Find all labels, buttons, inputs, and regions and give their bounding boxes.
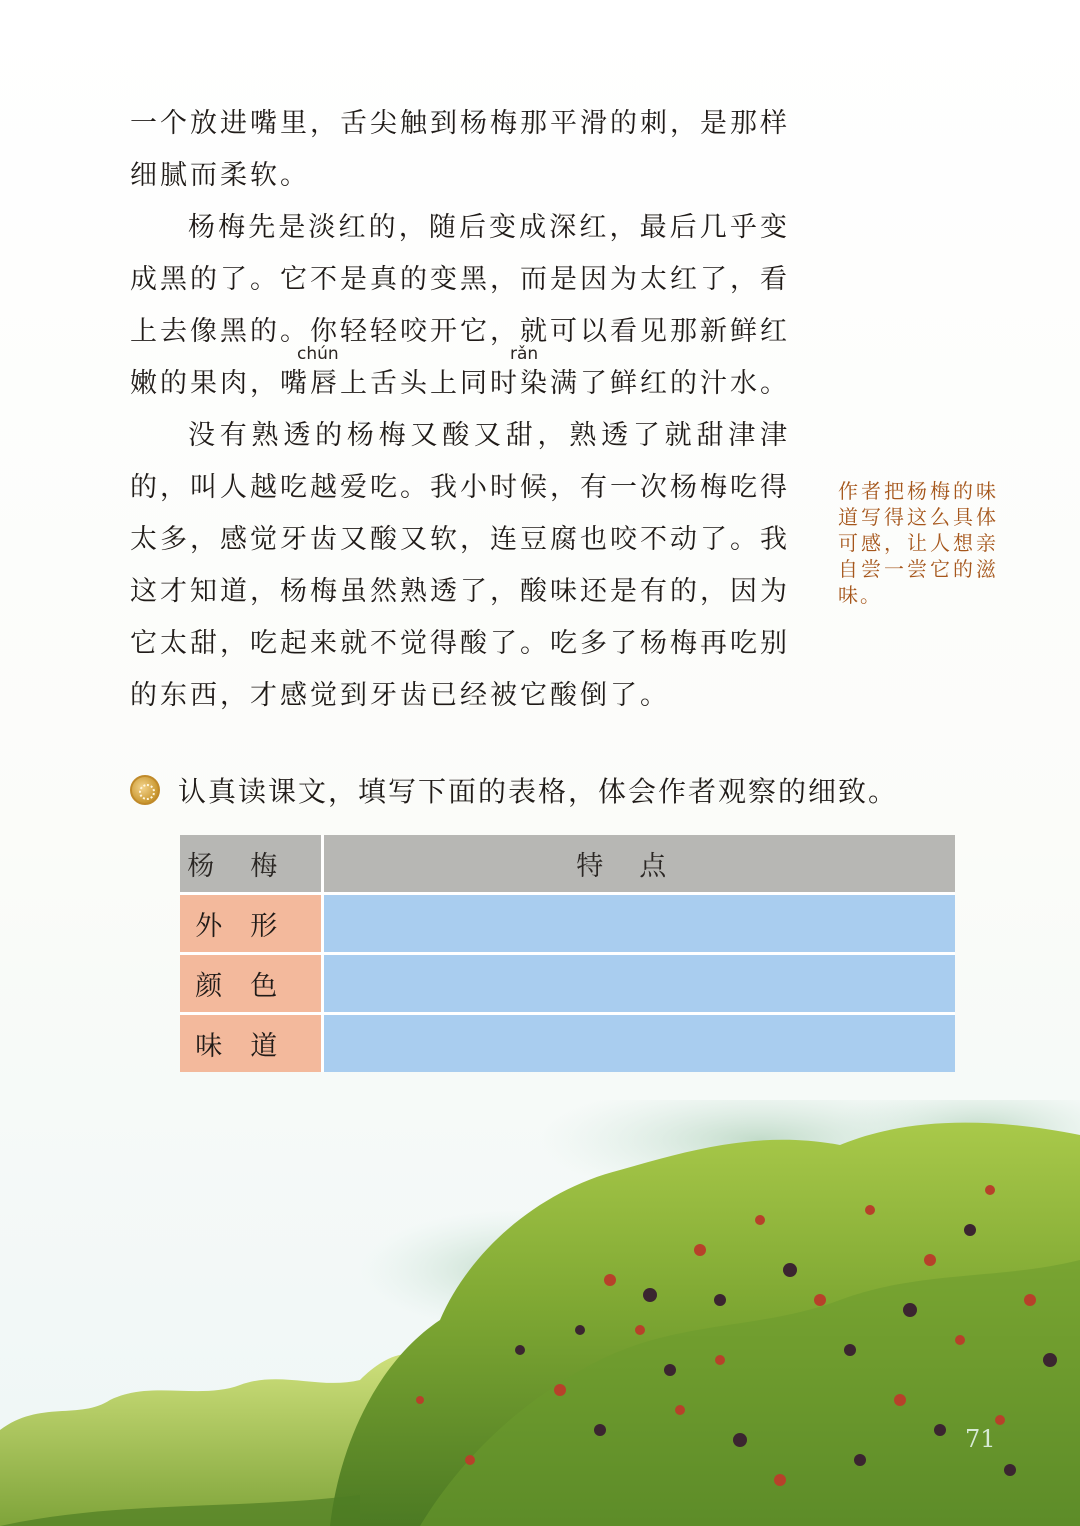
page-number: 71 [965,1425,996,1453]
bayberry-tree-illustration [0,1100,1080,1526]
table-header-yangmei: 杨梅 [180,835,322,894]
table-header-features: 特点 [322,835,955,894]
table-row-label: 颜色 [180,954,322,1014]
paragraph-3: 没有熟透的杨梅又酸又甜，熟透了就甜津津的，叫人越吃越爱吃。我小时候，有一次杨梅吃得太多，感觉牙齿又酸又软，连豆腐也咬不动了。我这才知道，杨梅虽然熟透了，酸味还是有的，因为它太甜，吃起来就不觉得酸了。吃多了杨梅再吃别的东西，才感觉到牙齿已经被它酸倒了。 [130,420,790,711]
table-row [180,954,955,1014]
pinyin-ran: rǎn [510,344,539,364]
table-header-row [180,835,955,894]
lesson-text [130,98,790,722]
table-row-label: 味道 [180,1014,322,1073]
table-row [180,894,955,954]
table-answer-cell[interactable] [322,954,955,1014]
table-row [180,1014,955,1073]
exercise-instruction-text: 认真读课文，填写下面的表格，体会作者观察的细致。 [178,775,899,808]
pinyin-chun: chún [297,344,339,364]
paragraph-2: 杨梅先是淡红的，随后变成深红，最后几乎变成黑的了。它不是真的变黑，而是因为太红了，看上去像黑的。你轻轻咬开它，就可以看见那新鲜红嫩的果肉，嘴唇上舌头上同时染满了鲜红的汁水。 [130,212,790,399]
table-answer-cell[interactable] [322,1014,955,1073]
exercise-instruction [130,770,1010,810]
table-row-label: 外形 [180,894,322,954]
observation-table [180,835,955,1072]
margin-note: 作者把杨梅的味道写得这么具体可感，让人想亲自尝一尝它的滋味。 [838,479,998,607]
exercise-badge-icon [130,775,160,805]
table-answer-cell[interactable] [322,894,955,954]
paragraph-1: 一个放进嘴里，舌尖触到杨梅那平滑的刺，是那样细腻而柔软。 [130,108,790,191]
